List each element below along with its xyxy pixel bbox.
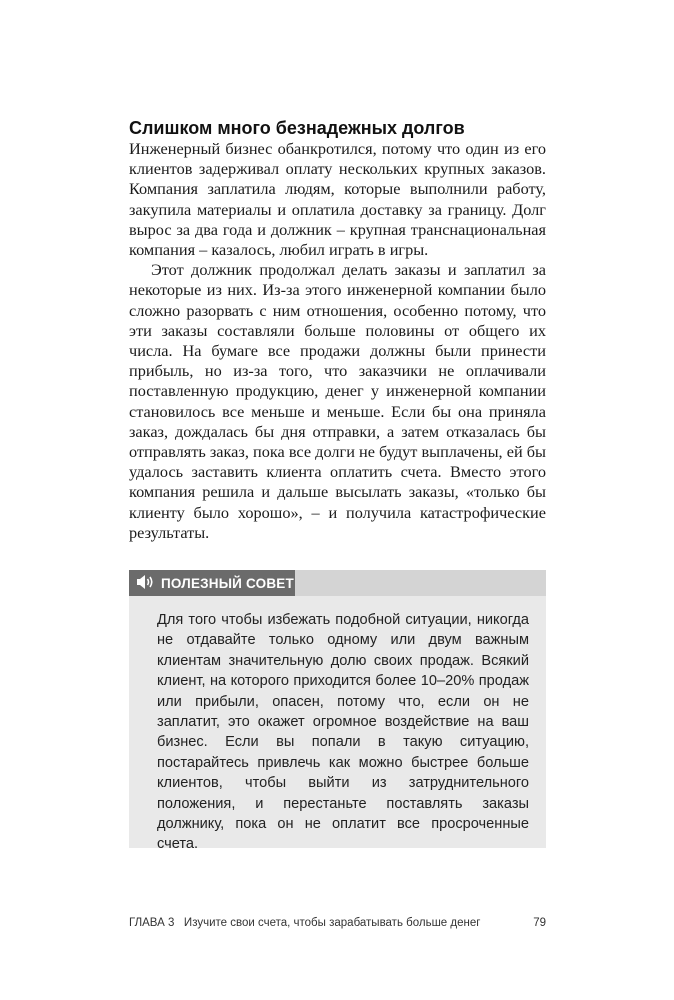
- page-number: 79: [533, 917, 546, 929]
- tip-text: Для того чтобы избежать подобной ситуации, никогда не отдавайте только одному или двум важным клиентам значительную долю своих продаж. Всякий клиент, на которого приходится более 10–20% продаж или прибыли, опасен, потому что, если он не заплатит, это окажет огромное воздействие на ваш бизнес. Если вы попали в такую ситуацию, постарайтесь привлечь как можно быстрее больше клиентов, чтобы выйти из затруднительного положения, и перестаньте поставлять заказы должнику, пока он не оплатит все просроченные счета.: [157, 612, 529, 853]
- speaker-icon: [129, 575, 161, 592]
- main-text-block: [129, 117, 546, 543]
- running-footer-chapter: ГЛАВА 3 Изучите свои счета, чтобы зарабатывать больше денег: [129, 917, 481, 929]
- section-heading: Слишком много безнадежных долгов: [129, 118, 465, 138]
- tip-header: [129, 570, 546, 596]
- tip-label-box: [129, 570, 295, 596]
- paragraph-2: Этот должник продолжал делать заказы и заплатил за некоторые из них. Из-за этого инженерной компании было сложно разорвать с ним отношения, особенно потому, что эти заказы составляли больше половины от общего их числа. На бумаге все продажи должны были принести прибыль, но из-за того, что заказчики не оплачивали поставленную продукцию, денег у инженерной компании становилось все меньше и меньше. Если бы она приняла заказ, дождалась бы дня отправки, а затем отказалась бы отправлять заказ, пока все долги не будут выплачены, ей бы удалось заставить клиента оплатить счета. Вместо этого компания решила и дальше высылать заказы, «только бы клиенту было хорошо», – и получила катастрофические результаты.: [129, 260, 546, 542]
- page-footer: [129, 917, 546, 933]
- tip-label-text: ПОЛЕЗНЫЙ СОВЕТ: [161, 575, 294, 591]
- paragraph-1: Инженерный бизнес обанкротился, потому что один из его клиентов задерживал оплату нескольких крупных заказов. Компания заплатила людям, которые выполнили работу, закупила материалы и оплатила доставку за границу. Долг вырос за два года и должник – крупная транснациональная компания – казалось, любил играть в игры.: [129, 139, 546, 260]
- tip-box: [129, 596, 546, 853]
